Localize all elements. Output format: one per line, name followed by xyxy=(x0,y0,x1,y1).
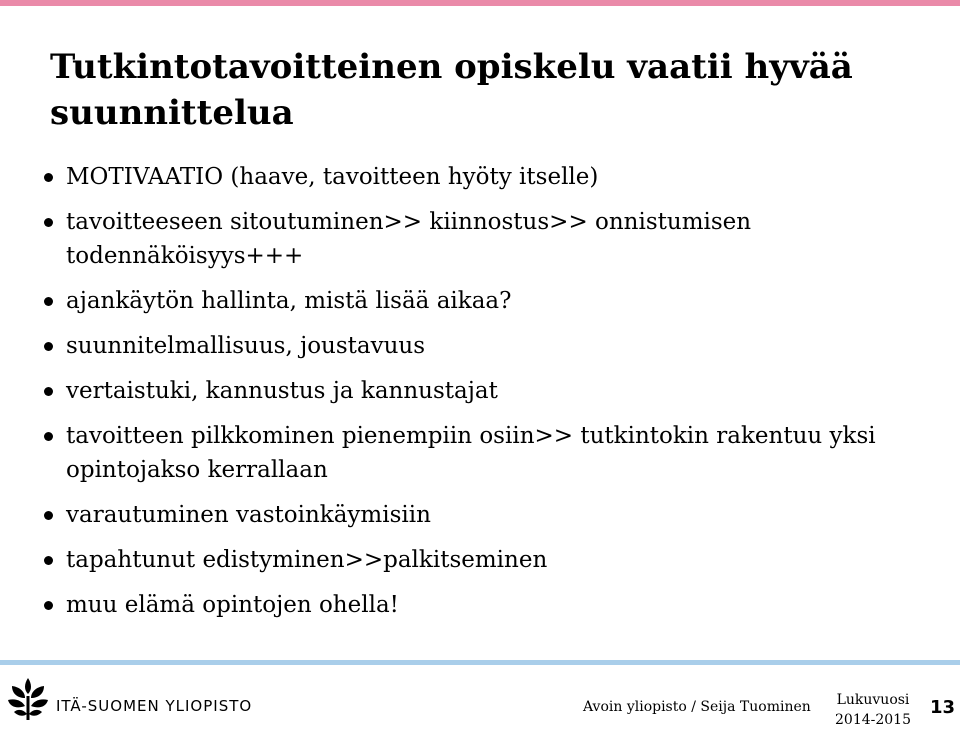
bullet-dot-icon xyxy=(44,556,53,565)
bullet-item xyxy=(44,374,924,408)
bullet-dot-icon xyxy=(44,297,53,306)
bullet-text: tavoitteen pilkkominen pienempiin osiin>> tutkintokin rakentuu yksi opintojakso kerrallaan xyxy=(66,423,876,483)
bullet-text: suunnitelmallisuus, joustavuus xyxy=(66,333,426,359)
bullet-text: MOTIVAATIO (haave, tavoitteen hyöty itselle) xyxy=(66,164,599,190)
bullet-dot-icon xyxy=(44,511,53,520)
bullet-item xyxy=(44,284,924,318)
bullet-list xyxy=(44,160,924,633)
bullet-text: vertaistuki, kannustus ja kannustajat xyxy=(66,378,498,404)
bullet-text: tavoitteeseen sitoutuminen>> kiinnostus>> onnistumisen todennäköisyys+++ xyxy=(66,209,752,269)
bullet-dot-icon xyxy=(44,218,53,227)
university-name: ITÄ-SUOMEN YLIOPISTO xyxy=(56,697,253,715)
bottom-accent-bar xyxy=(0,660,960,665)
bullet-dot-icon xyxy=(44,387,53,396)
bullet-text: ajankäytön hallinta, mistä lisää aikaa? xyxy=(66,288,512,314)
bullet-text: varautuminen vastoinkäymisiin xyxy=(66,502,431,528)
academic-year-label: Lukuvuosi xyxy=(836,692,910,708)
academic-year-value: 2014-2015 xyxy=(835,712,911,728)
bullet-dot-icon xyxy=(44,432,53,441)
bullet-text: tapahtunut edistyminen>>palkitseminen xyxy=(66,547,548,573)
bullet-item xyxy=(44,419,924,487)
page-number: 13 xyxy=(930,697,956,718)
uef-flower-logo-icon xyxy=(6,676,50,722)
bullet-item xyxy=(44,205,924,273)
footer-author: Avoin yliopisto / Seija Tuominen xyxy=(583,699,811,715)
slide-title: Tutkintotavoitteinen opiskelu vaatii hyvää suunnittelua xyxy=(50,47,853,133)
bullet-item xyxy=(44,329,924,363)
bullet-dot-icon xyxy=(44,342,53,351)
bullet-dot-icon xyxy=(44,173,53,182)
bullet-item xyxy=(44,160,924,194)
footer-academic-year xyxy=(828,690,918,730)
bullet-text: muu elämä opintojen ohella! xyxy=(66,592,399,618)
bullet-dot-icon xyxy=(44,601,53,610)
bullet-item xyxy=(44,498,924,532)
top-accent-bar xyxy=(0,0,960,6)
bullet-item xyxy=(44,543,924,577)
bullet-item xyxy=(44,588,924,622)
